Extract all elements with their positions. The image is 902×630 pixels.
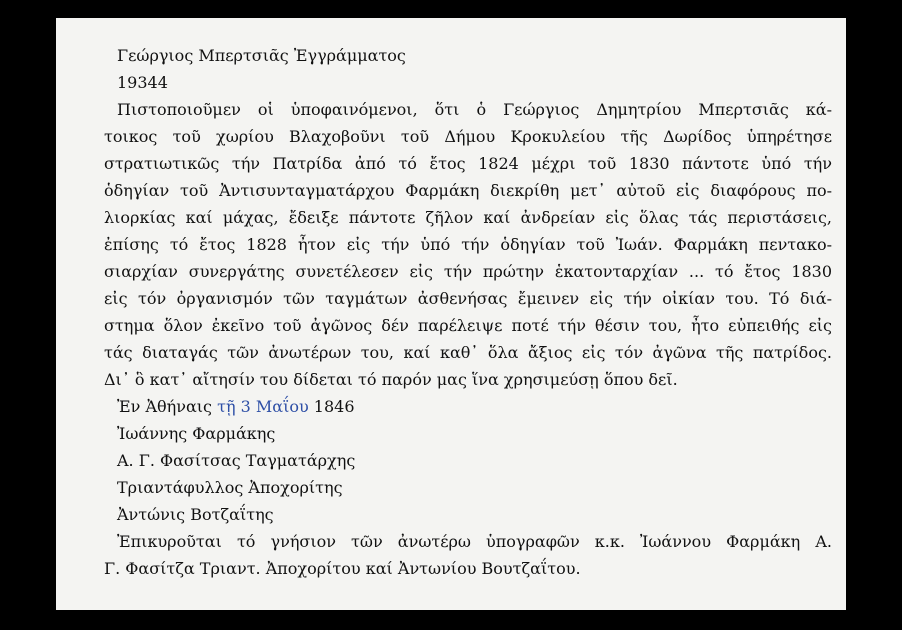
body-line: Πιστοποιοῦμεν οἱ ὑποφαινόμενοι, ὅτι ὁ Γεώργιος Δημητρίου Μπερτσιᾶς κά-	[117, 100, 832, 119]
body-line: ὁδηγίαν τοῦ Ἀντισυνταγματάρχου Φαρμάκη διεκρίθη μετ᾽ αὐτοῦ εἰς διαφόρους πο-	[104, 181, 832, 200]
body-line: λιορκίας καί μάχας, ἔδειξε πάντοτε ζῆλον καί ἀνδρείαν εἰς ὅλας τάς περιστάσεις,	[104, 208, 832, 227]
body-line: τάς διαταγάς τῶν ἀνωτέρων του, καί καθ᾽ ὅλα ἄξιος εἰς τόν ἀγῶνα τῆς πατρίδος.	[104, 343, 832, 362]
signature-line: Α. Γ. Φασίτσας Ταγματάρχης	[117, 451, 356, 470]
body-line: εἰς τόν ὀργανισμόν τῶν ταγμάτων ἀσθενήσας ἔμεινεν εἰς τήν οἰκίαν του. Τό διά-	[104, 289, 832, 308]
document-page	[56, 18, 846, 610]
signature-line: Ἰωάννης Φαρμάκης	[117, 424, 276, 443]
certification-line: Γ. Φασίτζα Τριαντ. Ἀποχορίτου καί Ἀντωνίου Βουτζαΐτου.	[104, 559, 581, 578]
certification-line: Ἐπικυροῦται τό γνήσιον τῶν ἀνωτέρω ὑπογραφῶν κ.κ. Ἰωάννου Φαρμάκη Α.	[117, 532, 832, 551]
body-line: ἐπίσης τό ἔτος 1828 ἦτον εἰς τήν ὑπό τήν ὁδηγίαν τοῦ Ἰωάν. Φαρμάκη πεντακο-	[104, 235, 832, 254]
header-name: Γεώργιος Μπερτσιᾶς Ἐγγράμματος	[117, 46, 406, 65]
body-line: Δι᾽ ὃ κατ᾽ αἴτησίν του δίδεται τό παρόν μας ἵνα χρησιμεύσῃ ὅπου δεῖ.	[104, 370, 678, 389]
document-text	[104, 42, 832, 582]
body-line: στρατιωτικῶς τήν Πατρίδα ἀπό τό ἔτος 1824 μέχρι τοῦ 1830 πάντοτε ὑπό τήν	[104, 154, 832, 173]
body-line: σιαρχίαν συνεργάτης συνετέλεσεν εἰς τήν πρώτην ἑκατονταρχίαν ... τό ἔτος 1830	[104, 262, 832, 281]
date-line	[104, 393, 832, 420]
body-line: τοικος τοῦ χωρίου Βλαχοβοῦνι τοῦ Δήμου Κροκυλείου τῆς Δωρίδος ὑπηρέτησε	[104, 127, 832, 146]
header-number: 19344	[117, 73, 168, 92]
signature-line: Τριαντάφυλλος Ἀποχορίτης	[117, 478, 343, 497]
date-suffix: 1846	[308, 397, 355, 416]
date-prefix: Ἐν Ἀθήναις	[117, 397, 218, 416]
date-link[interactable]: τῇ 3 Μαΐου	[217, 397, 309, 416]
body-line: στημα ὅλον ἐκεῖνο τοῦ ἀγῶνος δέν παρέλειψε ποτέ τήν θέσιν του, ἦτο εὐπειθής εἰς	[104, 316, 832, 335]
signature-line: Ἀντώνις Βοτζαΐτης	[117, 505, 274, 524]
